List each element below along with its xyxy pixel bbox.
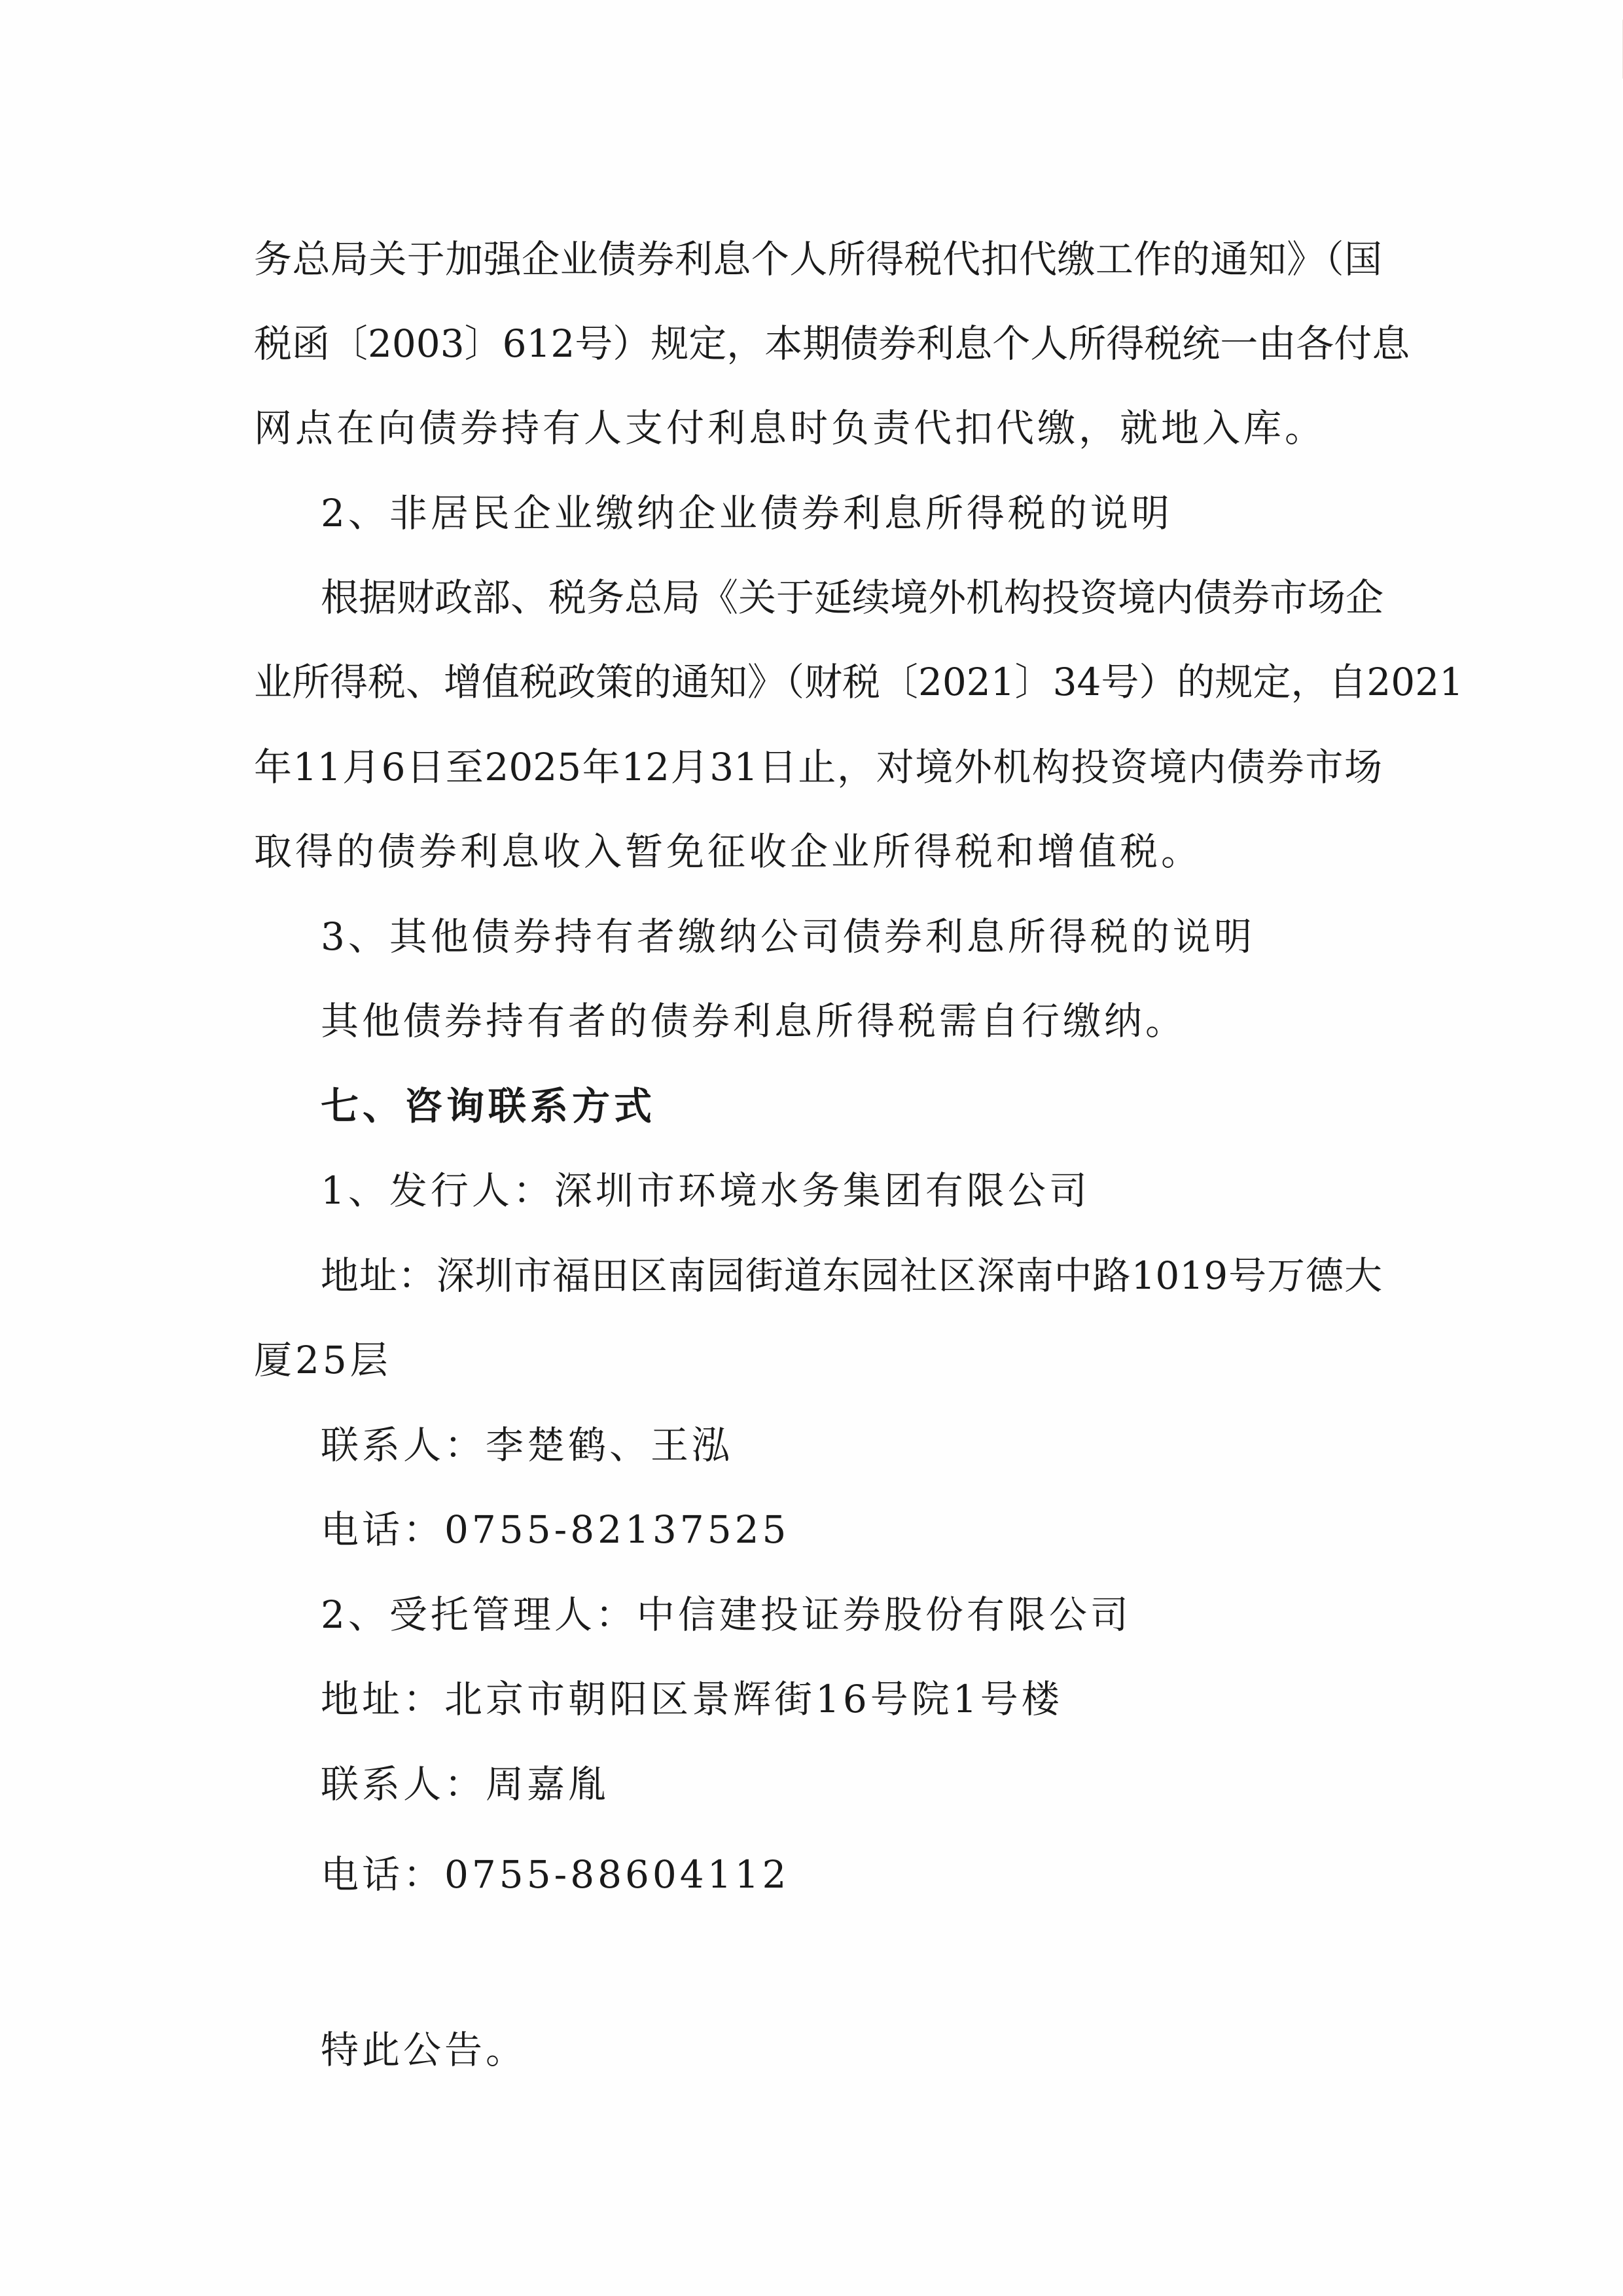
- paragraph-line: 业所得税、增值税政策的通知》（财税〔2021〕34号）的规定，自2021: [254, 660, 1464, 704]
- subsection-title-nonresident-tax: 2、非居民企业缴纳企业债券利息所得税的说明: [321, 491, 1173, 535]
- paragraph-line: 取得的债券利息收入暂免征收企业所得税和增值税。: [254, 829, 1203, 874]
- paragraph-line: 其他债券持有者的债券利息所得税需自行缴纳。: [321, 999, 1187, 1043]
- paragraph-line: 根据财政部、税务总局《关于延续境外机构投资境内债券市场企: [321, 575, 1384, 620]
- issuer-address-cont: 厦25层: [254, 1338, 391, 1382]
- trustee-title: 2、受托管理人：中信建投证券股份有限公司: [321, 1592, 1132, 1637]
- issuer-phone: 电话：0755-82137525: [321, 1507, 790, 1552]
- subsection-title-other-holders-tax: 3、其他债券持有者缴纳公司债券利息所得税的说明: [321, 914, 1255, 959]
- trustee-contact-person: 联系人：周嘉胤: [321, 1762, 610, 1806]
- section-heading-contact: 七、咨询联系方式: [321, 1084, 656, 1128]
- trustee-address: 地址：北京市朝阳区景辉街16号院1号楼: [321, 1677, 1063, 1721]
- paragraph-line: 税函〔2003〕612号）规定，本期债券利息个人所得税统一由各付息: [254, 321, 1410, 366]
- issuer-contact-person: 联系人：李楚鹤、王泓: [321, 1423, 734, 1467]
- paragraph-line: 网点在向债券持有人支付利息时负责代扣代缴，就地入库。: [254, 406, 1327, 450]
- paragraph-line: 务总局关于加强企业债券利息个人所得税代扣代缴工作的通知》（国: [254, 237, 1382, 281]
- issuer-title: 1、发行人：深圳市环境水务集团有限公司: [321, 1168, 1090, 1213]
- paragraph-line: 年11月6日至2025年12月31日止，对境外机构投资境内债券市场: [254, 745, 1382, 789]
- trustee-phone: 电话：0755-88604112: [321, 1852, 790, 1897]
- closing-statement: 特此公告。: [321, 2028, 527, 2072]
- issuer-address: 地址：深圳市福田区南园街道东园社区深南中路1019号万德大: [321, 1253, 1382, 1298]
